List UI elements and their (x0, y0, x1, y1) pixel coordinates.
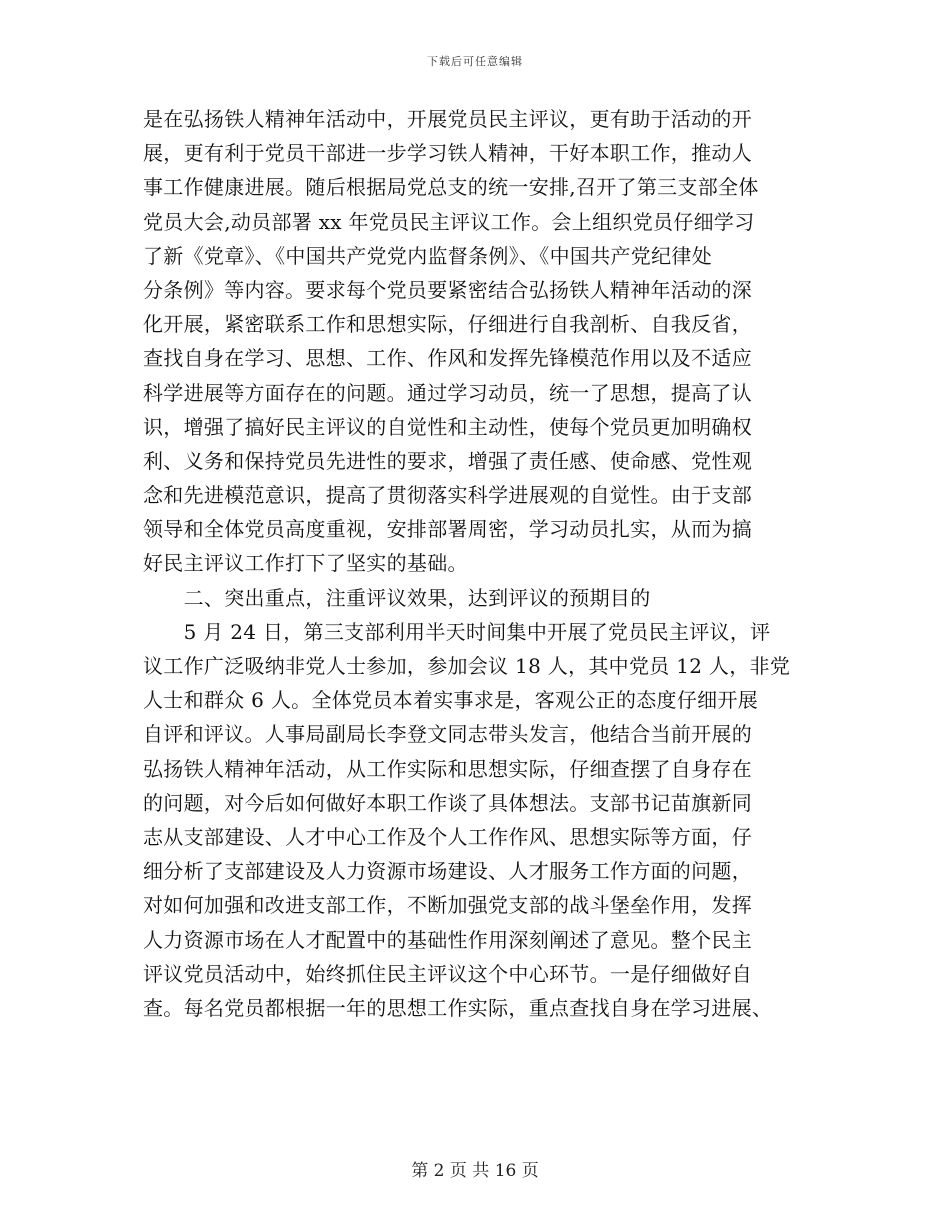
text-line: 识，增强了搞好民主评议的自觉性和主动性，使每个党员更加明确权 (143, 414, 752, 439)
text-line: 分条例》等内容。要求每个党员要紧密结合弘扬铁人精神年活动的深 (143, 277, 752, 302)
text-line: 5 月 24 日，第三支部利用半天时间集中开展了党员民主评议，评 (143, 619, 771, 644)
text-line: 事工作健康进展。随后根据局党总支的统一安排,召开了第三支部全体 (143, 175, 759, 200)
text-line: 弘扬铁人精神年活动，从工作实际和思想实际，仔细查摆了自身存在 (143, 756, 752, 781)
text-line: 了新《党章》、《中国共产党党内监督条例》、《中国共产党纪律处 (143, 243, 712, 268)
section-heading: 二、突出重点，注重评议效果，达到评议的预期目的 (143, 585, 651, 610)
text-line: 查。每名党员都根据一年的思想工作实际，重点查找自身在学习进展、 (143, 995, 773, 1020)
text-line: 查找自身在学习、思想、工作、作风和发挥先锋模范作用以及不适应 (143, 346, 752, 371)
text-line: 念和先进模范意识，提高了贯彻落实科学进展观的自觉性。由于支部 (143, 483, 752, 508)
text-line: 自评和评议。人事局副局长李登文同志带头发言，他结合当前开展的 (143, 722, 752, 747)
text-line: 利、义务和保持党员先进性的要求，增强了责任感、使命感、党性观 (143, 448, 752, 473)
text-line: 科学进展等方面存在的问题。通过学习动员，统一了思想，提高了认 (143, 380, 752, 405)
text-line: 志从支部建设、人才中心工作及个人工作作风、思想实际等方面，仔 (143, 824, 752, 849)
text-line: 人士和群众 6 人。全体党员本着实事求是，客观公正的态度仔细开展 (143, 688, 759, 713)
text-line: 党员大会,动员部署 xx 年党员民主评议工作。会上组织党员仔细学习 (143, 209, 755, 234)
document-body (143, 102, 815, 1025)
text-line: 议工作广泛吸纳非党人士参加，参加会议 18 人，其中党员 12 人，非党 (143, 654, 791, 678)
text-line: 对如何加强和改进支部工作，不断加强党支部的战斗堡垒作用，发挥 (143, 893, 752, 918)
text-line: 细分析了支部建设及人力资源市场建设、人才服务工作方面的问题， (143, 859, 752, 884)
text-line: 人力资源市场在人才配置中的基础性作用深刻阐述了意见。整个民主 (143, 927, 752, 952)
text-line: 的问题，对今后如何做好本职工作谈了具体想法。支部书记苗旗新同 (143, 790, 752, 815)
text-line: 展，更有利于党员干部进一步学习铁人精神，干好本职工作，推动人 (143, 141, 752, 166)
text-line: 领导和全体党员高度重视，安排部署周密，学习动员扎实，从而为搞 (143, 517, 752, 542)
text-line: 是在弘扬铁人精神年活动中，开展党员民主评议，更有助于活动的开 (143, 107, 752, 131)
page-header-note: 下载后可任意编辑 (427, 55, 523, 68)
text-line: 评议党员活动中，始终抓住民主评议这个中心环节。一是仔细做好自 (143, 961, 752, 986)
text-line: 化开展，紧密联系工作和思想实际，仔细进行自我剖析、自我反省， (143, 312, 752, 337)
page-number: 第 2 页 共 16 页 (411, 1161, 539, 1181)
text-line: 好民主评议工作打下了坚实的基础。 (143, 551, 468, 576)
